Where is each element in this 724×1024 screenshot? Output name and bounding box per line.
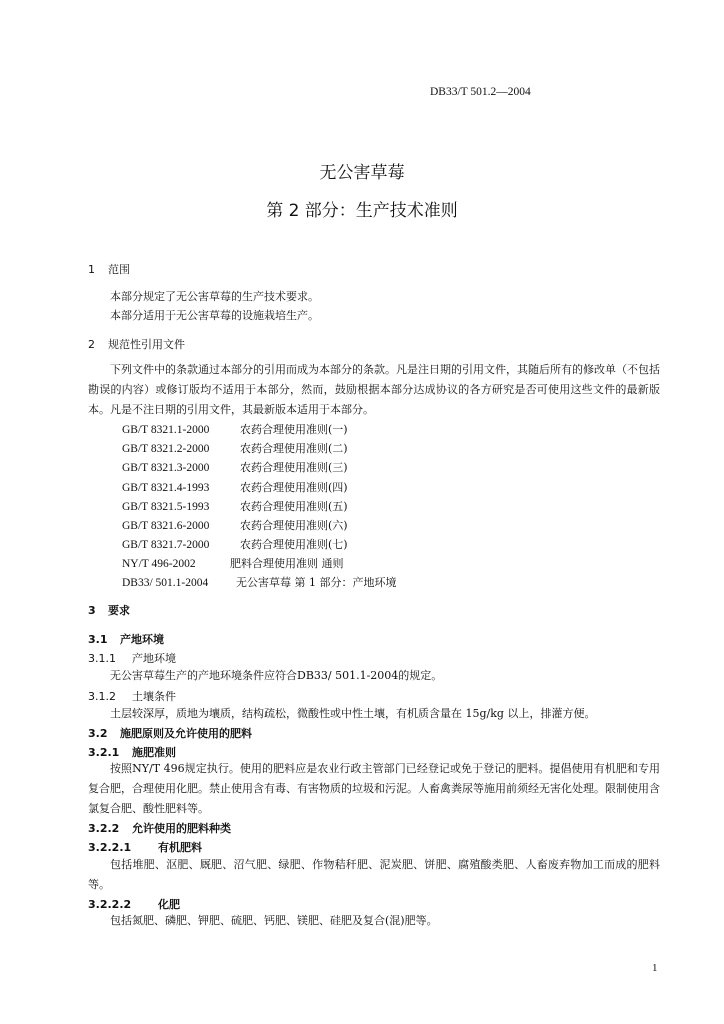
section-2-heading [88,336,185,352]
paragraph: 包括氮肥、磷肥、钾肥、硫肥、钙肥、镁肥、硅肥及复合(混)肥等。 [110,914,438,927]
section-title: 产地环境 [132,652,176,665]
paragraph: 包括堆肥、沤肥、厩肥、沼气肥、绿肥、作物秸秆肥、泥炭肥、饼肥、腐殖酸类肥、人畜废弃物加工而成的肥料等。 [88,858,660,891]
reference-code: GB/T 8321.4-1993 [122,482,210,494]
subsection-heading [88,820,231,836]
reference-title: 农药合理使用准则(三) [240,461,348,474]
section-title: 施肥准则 [132,746,176,759]
reference-item [122,555,344,571]
document-subtitle: 第 2 部分：生产技术准则 [266,201,458,221]
reference-title: 无公害草莓 第 1 部分：产地环境 [236,576,397,589]
reference-title: 农药合理使用准则(一) [240,423,348,436]
section-title: 规范性引用文件 [108,338,185,351]
reference-item [122,440,348,456]
reference-title: 农药合理使用准则(六) [240,519,348,532]
page-number: 1 [652,962,658,974]
reference-item [122,479,348,495]
section-title: 允许使用的肥料种类 [132,822,231,835]
paragraph: 本部分规定了无公害草莓的生产技术要求。 [110,290,319,303]
reference-title: 肥料合理使用准则 通则 [230,557,344,570]
reference-title: 农药合理使用准则(七) [240,538,348,551]
reference-code: GB/T 8321.2-2000 [122,443,210,455]
reference-code: NY/T 496-2002 [122,558,196,570]
section-number: 3.2.1 [88,746,120,759]
section-number: 3.1.2 [88,690,116,703]
subsection-heading [88,839,202,855]
section-title: 产地环境 [120,633,164,646]
section-title: 范围 [108,263,130,276]
paragraph: 本部分适用于无公害草莓的设施栽培生产。 [110,309,319,322]
section-number: 2 [88,338,95,351]
subsection-heading [88,631,164,647]
section-number: 3 [88,604,96,617]
section-number: 3.1.1 [88,652,116,665]
reference-item [122,498,348,514]
section-1-heading [88,261,130,277]
reference-code: GB/T 8321.7-2000 [122,539,210,551]
subsection-heading [88,650,176,666]
section-title: 要求 [108,604,130,617]
paragraph: 按照NY/T 496规定执行。使用的肥料应是农业行政主管部门已经登记或免于登记的肥料。提倡使用有机肥和专用复合肥，合理使用化肥。禁止使用含有毒、有害物质的垃圾和污泥。人畜禽粪尿等施用前须经无害化处理。限制使用含氯复合肥、酸性肥料等。 [88,762,660,815]
reference-item [122,459,348,475]
reference-item [122,574,397,590]
reference-item [122,517,348,533]
reference-code: DB33/ 501.1-2004 [122,577,209,589]
reference-item [122,421,348,437]
section-title: 土壤条件 [132,690,176,703]
document-title: 无公害草莓 [319,163,405,183]
section-number: 3.2 [88,727,108,740]
section-3-heading [88,602,130,618]
section-number: 1 [88,263,95,276]
reference-title: 农药合理使用准则(五) [240,500,348,513]
paragraph: 无公害草莓生产的产地环境条件应符合DB33/ 501.1-2004的规定。 [110,669,443,682]
paragraph: 土层较深厚，质地为壤质，结构疏松，微酸性或中性土壤，有机质含量在 15g/kg 以上，排灌方便。 [110,707,596,720]
section-number: 3.2.2.1 [88,841,132,854]
section-number: 3.1 [88,633,108,646]
subsection-heading [88,725,252,741]
subsection-heading [88,896,180,912]
section-number: 3.2.2 [88,822,120,835]
reference-title: 农药合理使用准则(四) [240,481,348,494]
reference-title: 农药合理使用准则(二) [240,442,348,455]
reference-code: GB/T 8321.3-2000 [122,462,210,474]
section-number: 3.2.2.2 [88,898,132,911]
reference-code: GB/T 8321.5-1993 [122,501,210,513]
section-title: 施肥原则及允许使用的肥料 [120,727,252,740]
section-title: 化肥 [158,898,180,911]
paragraph: 下列文件中的条款通过本部分的引用而成为本部分的条款。凡是注日期的引用文件，其随后所有的修改单（不包括勘误的内容）或修订版均不适用于本部分，然而，鼓励根据本部分达成协议的各方研究是否可使用这些文件的最新版本。凡是不注日期的引用文件，其最新版本适用于本部分。 [88,363,660,416]
document-code: DB33/T 501.2—2004 [430,86,531,98]
reference-code: GB/T 8321.1-2000 [122,424,210,436]
reference-item [122,536,348,552]
subsection-heading [88,744,176,760]
subsection-heading [88,688,176,704]
reference-code: GB/T 8321.6-2000 [122,520,210,532]
section-title: 有机肥料 [158,841,202,854]
